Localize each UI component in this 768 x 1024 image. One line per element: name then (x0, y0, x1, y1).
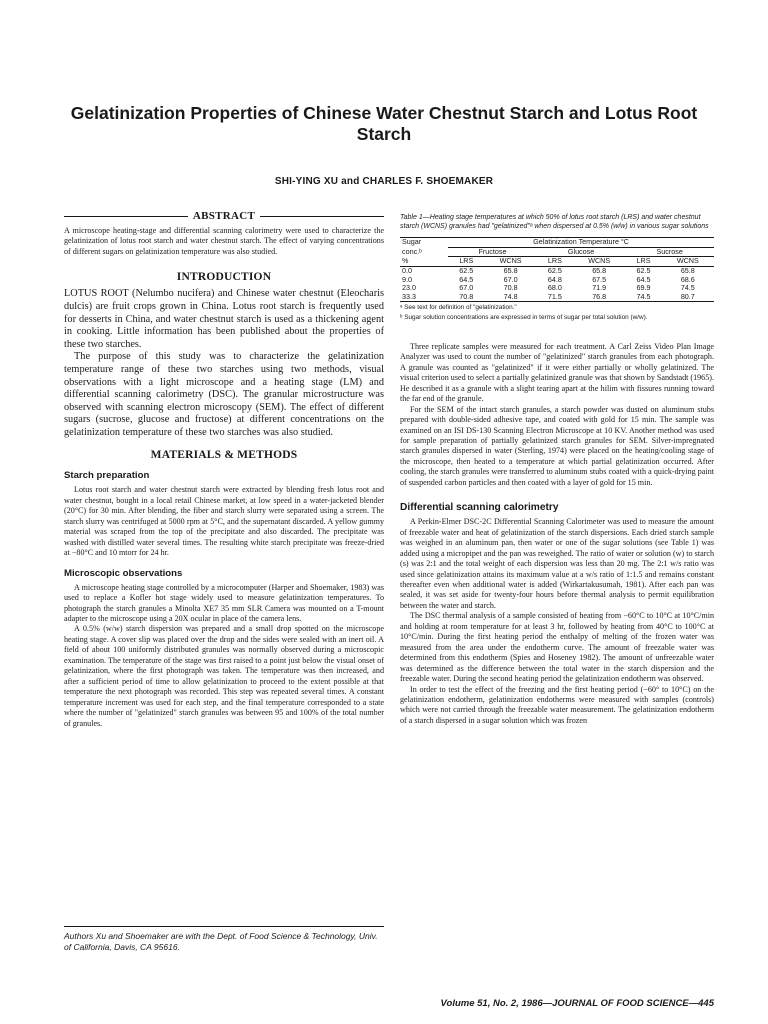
row-header-conc: conc.ᵇ (402, 246, 422, 256)
table-cell: 65.8 (592, 265, 607, 275)
right-paragraph-1: Three replicate samples were measured for each treatment. A Carl Zeiss Video Plan Image Analyzer was used to count the number of "gelatinized" starch granules from each photograph. A granule was counted as "gelatinized" if it were either partially or wholly gelatinized. The visual criterion used to select a partially gelatinized granule was that shown by Sandstadt (1965). He described it as a granule with a slight tearing apart at the hilim with fissures running toward the far end of the granule. (400, 341, 714, 404)
table-cell: 70.8 (503, 283, 518, 293)
subcol-header: WCNS (662, 257, 714, 267)
table-cell: 69.9 (636, 283, 651, 293)
intro-paragraph-2: The purpose of this study was to characterize the gelatinization temperature range of these two starches using two methods, visual observations with a light microscope and a heating stage (LM) and differential scanning calorimetry (DSC). The granular microstructure was observed with scanning electron microscopy (SEM). The effect of different sugars (sucrose, glucose and fructose) at different concentrations on the gelatinization temperature of these two starches was also studied. (64, 351, 384, 438)
dsc-paragraph-1: A Perkin-Elmer DSC-2C Differential Scanning Calorimeter was used to measure the amount of freezable water and heat of gelatinization of the starch dispersions. Each dried starch sample was weighed in an aluminum pan, then water or one of the sugar solutions (see Table 1) was added using a micropipet and the pan was reweighed. The ratio of water or solution (w) to starch (s) was 2:1 and the total weight of each dispersion was less than 20 mg. The 2:1 w/s ratio was used since gelatinization attains its maximum value at a w/s ratio of 1:1.5 and remains constant thereafter even when additional water is added (Wirkartakusumah, 1981). After each pan was sealed, it was set aside for twenty-four hours before thermal analysis to permit equilibration between the water and starch. (400, 517, 714, 610)
table-row (400, 293, 714, 302)
abstract-heading-text: ABSTRACT (192, 210, 256, 222)
table-cell: 67.5 (592, 274, 607, 284)
subcol-header: LRS (625, 257, 661, 267)
introduction-heading: INTRODUCTION (176, 271, 272, 284)
rule-right (260, 216, 384, 217)
methods-heading: MATERIALS & METHODS (150, 449, 298, 462)
author-list: SHI-YING XU and CHARLES F. SHOEMAKER (274, 176, 494, 187)
table-1 (400, 237, 714, 302)
left-column (64, 210, 384, 729)
subcol-header: WCNS (484, 257, 536, 267)
row-header-sugar: Sugar (400, 238, 448, 248)
dsc-heading: Differential scanning calorimetry (400, 502, 559, 514)
table-cell: 65.8 (503, 265, 518, 275)
dsc-paragraph-2: The DSC thermal analysis of a sample consisted of heating from −60°C to 10°C at 10°C/min and holding at room temperature for at least 3 hr, followed by heating from 40°C to 100°C at 10°C/min. During the first heating period the enthalpy of melting of the frozen water was measured from the area under the endotherm curve. The amount of freezable water was determined from this endotherm (Spies and Hoseney 1982). The amount of unfreezable water was determined as the difference between the total water in the starch dispersion and the freezable water. During the second heating period the gelatinization endotherm was observed. (400, 611, 714, 684)
table-cell: 71.9 (592, 283, 607, 293)
table-cell: 62.5 (547, 265, 562, 275)
table-cell: 62.5 (636, 265, 651, 275)
table-cell: 74.5 (625, 293, 661, 302)
table-cell: 76.8 (573, 293, 625, 302)
intro-paragraph-1: LOTUS ROOT (Nelumbo nucifera) and Chinese water chestnut (Eleocharis dulcis) are fruit crops grown in China. Lotus root starch is frequently used for desserts in China, and water chestnut starch is used as a thickening agent in cooking. Little information has been published about the properties of these two starches. (64, 288, 384, 350)
author-affiliation: Authors Xu and Shoemaker are with the Dept. of Food Science & Technology, Univ. of California, Davis, CA 95616. (64, 926, 384, 953)
table-note-b: ᵇ Sugar solution concentrations are expressed in terms of sugar per total solution (w/w). (400, 314, 648, 322)
table-cell: 64.5 (459, 274, 474, 284)
table-cell: 64.8 (547, 274, 562, 284)
right-paragraph-2: For the SEM of the intact starch granules, a starch powder was dusted on aluminum stubs prepared with double-sided adhesive tape, and coated with gold for 15 min. The sample was examined on an ISI DS-130 Scanning Electron Microscope at 10 KV. Another method was used for sample preparation of partially gelatinized starch granules for SEM. Silver-impregnated starch granules dispersed in water (Sterling, 1974) were placed on the heating/cooling stage of the microscope, then heated to a temperature at which partial gelatinization occurred. After cooling, the starch granules were transferred to aluminum stubs coated with a quick-drying paint of suspended carbon particles and then coated with a layer of gold for 15 min. (400, 404, 714, 487)
table-cell: 74.5 (680, 283, 695, 293)
table-cell: 68.0 (547, 283, 562, 293)
table-note-a: ᵃ See text for definition of "gelatinization." (400, 304, 517, 312)
right-column (400, 210, 714, 726)
table-caption: Table 1—Heating stage temperatures at which 50% of lotus root starch (LRS) and water chestnut starch (WCNS) granules had "gelatinized"ᵃ when dispersed at 0.5% (w/w) in various sugar solutions (400, 214, 709, 230)
group-glucose: Glucose (537, 247, 626, 257)
paper-title: Gelatinization Properties of Chinese Water Chestnut Starch and Lotus Root Starch (70, 103, 698, 144)
subcol-header: WCNS (573, 257, 625, 267)
table-spanner: Gelatinization Temperature °C (448, 238, 714, 248)
starch-prep-paragraph: Lotus root starch and water chestnut starch were extracted by blending fresh lotus root and water chestnut, bought in a local retail Chinese market, at low speed in a water-jacketed blender (20°C) for 30 min. After blending, the fiber and starch slurry were separated using a screen. The starch slurry was centrifuged at 5000 rpm at 5°C, and the supernatant discarded. A yellow gummy material was scraped from the top of the precipitate and also discarded. The precipitate was washed with distilled water several times. The resulting white starch precipitate was freeze-dried at −80°C and 10 mtorr for 24 hr. (64, 485, 384, 558)
table-cell: 9.0 (402, 274, 412, 284)
starch-prep-heading: Starch preparation (64, 470, 150, 482)
microscopic-paragraph-2: A 0.5% (w/w) starch dispersion was prepared and a small drop spotted on the microscope heating stage. A cover slip was placed over the drop and the sides were sealed with an inert oil. A field of about 100 uniformly distributed granules was normally observed during a microscopic examination. The temperature of the stage was first raised to a point just below the visual onset of gelatinization, where the first photograph was taken. The temperature was then increased, and after a sufficient period of time to allow gelatinization to proceed to the extent possible at that temperature the next photograph was recorded. This step was repeated several times. A constant temperature increment was used for each step, and the final temperature corresponded to a state where the number of "gelatinized" starch granules was between 95 and 100% of the total number of granules. (64, 624, 384, 728)
group-sucrose: Sucrose (625, 247, 714, 257)
table-cell: 74.8 (484, 293, 536, 302)
table-cell: 23.0 (402, 283, 416, 293)
table-cell: 67.0 (459, 283, 474, 293)
row-header-percent: % (400, 257, 448, 267)
table-cell: 71.5 (537, 293, 573, 302)
table-cell: 80.7 (662, 293, 714, 302)
group-fructose: Fructose (448, 247, 537, 257)
table-cell: 62.5 (459, 265, 474, 275)
table-cell: 65.8 (680, 265, 695, 275)
table-cell: 64.5 (636, 274, 651, 284)
abstract-text: A microscope heating-stage and differential scanning calorimetry were used to characterize the gelatinization of lotus root starch and water chestnut starch. The effect of varying concentrations of different sugars on gelatinization temperature was also studied. (64, 226, 384, 256)
subcol-header: LRS (537, 257, 573, 267)
table-cell: 68.6 (680, 274, 695, 284)
table-cell: 33.3 (400, 293, 448, 302)
dsc-paragraph-3: In order to test the effect of the freezing and the first heating period (−60° to 10°C) on the gelatinization endotherm, gelatinization endotherms were measured with samples (controls) which were not carried through the freezable water measurement. The gelatinization endotherm of a starch dispersed in a sugar solution which was frozen (400, 684, 714, 725)
table-cell: 0.0 (402, 265, 412, 275)
page-footer: Volume 51, No. 2, 1986—JOURNAL OF FOOD SCIENCE—445 (440, 998, 714, 1009)
rule-left (64, 216, 188, 217)
microscopic-paragraph-1: A microscope heating stage controlled by a microcomputer (Harper and Shoemaker, 1983) was used to replace a Kofler hot stage widely used to measure gelatinization temperatures. To photograph the starch granules a Minolta XE7 35 mm SLR Camera was mounted on a T-mount adapter to the microscope using a 20X ocular in place of the camera lens. (64, 582, 384, 624)
spacer (400, 322, 714, 342)
microscopic-heading: Microscopic observations (64, 567, 183, 579)
abstract-heading (64, 210, 384, 222)
subcol-header: LRS (448, 257, 484, 267)
table-cell: 70.8 (448, 293, 484, 302)
table-cell: 67.0 (503, 274, 518, 284)
